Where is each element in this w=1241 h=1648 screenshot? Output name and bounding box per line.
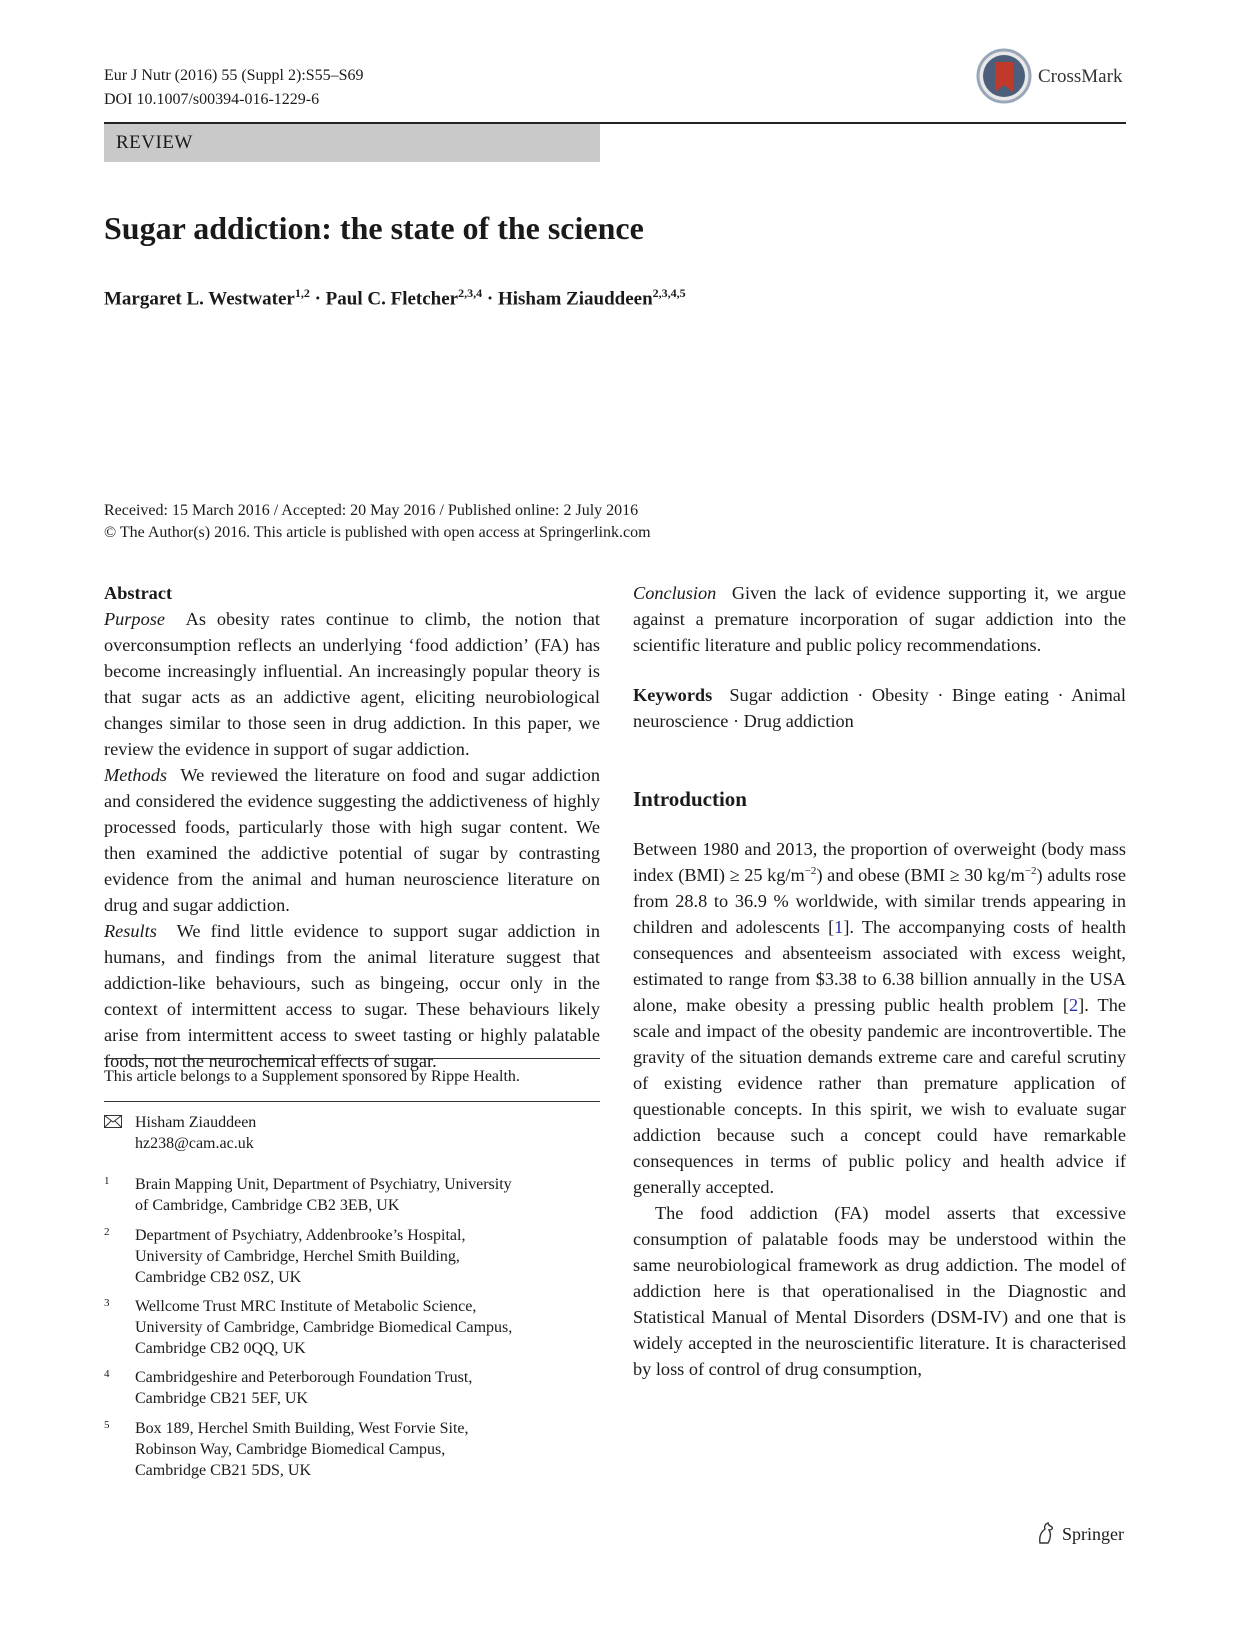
copyright-line: © The Author(s) 2016. This article is published with open access at Springerlink.com <box>104 524 651 541</box>
keywords-heading: Keywords <box>633 685 713 705</box>
envelope-icon <box>104 1115 122 1128</box>
publisher-name: Springer <box>1062 1524 1124 1544</box>
exponent: −2 <box>1024 864 1037 877</box>
intro-text: ]. The accompanying costs of health consequences and absenteeism associated with excess weight, estimated to range from $3.38 to 6.38 billion annually in the USA alone, make obesity a pressing public health problem [ <box>633 917 1126 1015</box>
intro-text: ]. The scale and impact of the obesity pandemic are incontrovertible. The gravity of the situation demands extreme care and careful scrutiny of existing evidence rather than premature application of questionable concepts. In this spirit, we wish to evaluate sugar addiction because such a concept could have remarkable consequences in terms of public policy and health advice if generally accepted. <box>633 995 1126 1197</box>
crossmark-label: CrossMark <box>1038 66 1123 87</box>
contact-email[interactable]: hz238@cam.ac.uk <box>135 1135 254 1152</box>
author-affiliation-marks: 2,3,4 <box>458 286 483 300</box>
abstract-column <box>104 580 600 1074</box>
abstract-heading: Abstract <box>104 583 173 603</box>
keywords <box>633 682 1126 734</box>
article-title: Sugar addiction: the state of the science <box>104 210 644 246</box>
results-text: We find little evidence to support sugar addiction in humans, and findings from the animal literature suggest that addiction-like behaviours, such as bingeing, occur only in the context of intermittent access to sugar. These behaviours likely arise from intermittent access to sweet tasting or highly palatable foods, not the neurochemical effects of sugar. <box>104 921 600 1071</box>
footnote-rule <box>104 1101 600 1102</box>
doi-line[interactable]: DOI 10.1007/s00394-016-1229-6 <box>104 91 320 108</box>
author-affiliation-marks: 1,2 <box>294 286 310 300</box>
affiliation-text: Brain Mapping Unit, Department of Psychiatry, University of Cambridge, Cambridge CB2 3EB, UK <box>135 1176 512 1214</box>
springer-horse-icon <box>1036 1521 1058 1545</box>
abstract-methods <box>104 762 600 918</box>
section-label: REVIEW <box>116 132 193 153</box>
introduction-heading: Introduction <box>633 787 747 811</box>
author-name: Margaret L. Westwater <box>104 288 295 310</box>
author-name: Paul C. Fletcher <box>325 288 459 310</box>
abstract-results <box>104 918 600 1074</box>
purpose-text: As obesity rates continue to climb, the notion that overconsumption reflects an underlying ‘food addiction’ (FA) has become increasingly influential. An increasingly popular theory is that sugar acts as an addictive agent, eliciting neurobiological changes similar to those seen in drug addiction. In this paper, we review the evidence in support of sugar addiction. <box>104 609 600 759</box>
publisher-footer <box>1036 1521 1128 1547</box>
abstract-purpose <box>104 606 600 762</box>
citation-link[interactable]: 1 <box>834 917 844 937</box>
keywords-text: Sugar addiction · Obesity · Binge eating · Animal neuroscience · Drug addiction <box>633 685 1127 731</box>
results-label: Results <box>104 921 157 941</box>
dates-line: Received: 15 March 2016 / Accepted: 20 May 2016 / Published online: 2 July 2016 <box>104 502 639 519</box>
conclusion-label: Conclusion <box>633 583 717 603</box>
affiliation-text: Department of Psychiatry, Addenbrooke’s Hospital, University of Cambridge, Herchel Smith Building, Cambridge CB2 0SZ, UK <box>135 1227 466 1286</box>
affiliation-text: Wellcome Trust MRC Institute of Metabolic Science, University of Cambridge, Cambridge Biomedical Campus, Cambridge CB2 0QQ, UK <box>135 1298 513 1357</box>
section-label-bar <box>104 124 600 162</box>
author-name: Hisham Ziauddeen <box>497 288 653 310</box>
intro-paragraph-2: The food addiction (FA) model asserts that excessive consumption of palatable foods may be understood within the same neurobiological framework as drug addiction. The model of addiction here is that operationalised in the Diagnostic and Statistical Manual of Mental Disorders (DSM-IV) and one that is widely accepted in the neuroscientific literature. It is characterised by loss of control of drug consumption, <box>633 1203 1126 1379</box>
affiliation-text: Box 189, Herchel Smith Building, West Forvie Site, Robinson Way, Cambridge Biomedical Campus, Cambridge CB21 5DS, UK <box>135 1420 469 1479</box>
affiliation-number: 4 <box>104 1368 110 1380</box>
affiliation-text: Cambridgeshire and Peterborough Foundation Trust, Cambridge CB21 5EF, UK <box>135 1369 473 1407</box>
author-separator: · <box>482 288 498 310</box>
corresponding-author <box>104 1112 504 1156</box>
affiliation-number: 3 <box>104 1297 110 1309</box>
methods-text: We reviewed the literature on food and sugar addiction and considered the evidence suggesting the addictiveness of highly processed foods, particularly those with high sugar content. We then examined the addictive potential of sugar by contrasting evidence from the animal and human neuroscience literature on drug and sugar addiction. <box>104 765 600 915</box>
contact-name: Hisham Ziauddeen <box>135 1114 257 1131</box>
supplement-note: This article belongs to a Supplement sponsored by Rippe Health. <box>104 1068 520 1085</box>
journal-citation <box>104 64 364 112</box>
crossmark-badge[interactable] <box>976 48 1126 108</box>
intro-text: ) and obese (BMI ≥ 30 kg/m <box>816 865 1025 885</box>
intro-paragraph-1 <box>633 836 1126 1200</box>
crossmark-icon <box>976 48 1032 104</box>
affiliation-number: 2 <box>104 1226 110 1238</box>
exponent: −2 <box>804 864 817 877</box>
article-history <box>104 500 651 544</box>
affiliation-number: 5 <box>104 1419 110 1431</box>
affiliation-number: 1 <box>104 1175 110 1187</box>
right-column <box>633 580 1126 1382</box>
conclusion-text: Given the lack of evidence supporting it, we argue against a premature incorporation of sugar addiction into the scientific literature and public policy recommendations. <box>633 583 1126 655</box>
footnote-rule <box>104 1058 600 1059</box>
methods-label: Methods <box>104 765 167 785</box>
citation-link[interactable]: 2 <box>1068 995 1079 1015</box>
intro-text: ) adults rose from 28.8 to 36.9 % worldwide, with similar trends appearing in children and adolescents [ <box>633 865 1126 937</box>
author-list <box>104 286 686 310</box>
author-affiliation-marks: 2,3,4,5 <box>652 286 686 300</box>
intro-text: Between 1980 and 2013, the proportion of overweight (body mass index (BMI) ≥ 25 kg/m <box>633 839 1126 885</box>
contact-details <box>135 1112 256 1154</box>
abstract-conclusion <box>633 580 1126 658</box>
purpose-label: Purpose <box>104 609 165 629</box>
author-separator: · <box>309 288 326 310</box>
journal-line: Eur J Nutr (2016) 55 (Suppl 2):S55–S69 <box>104 67 364 84</box>
